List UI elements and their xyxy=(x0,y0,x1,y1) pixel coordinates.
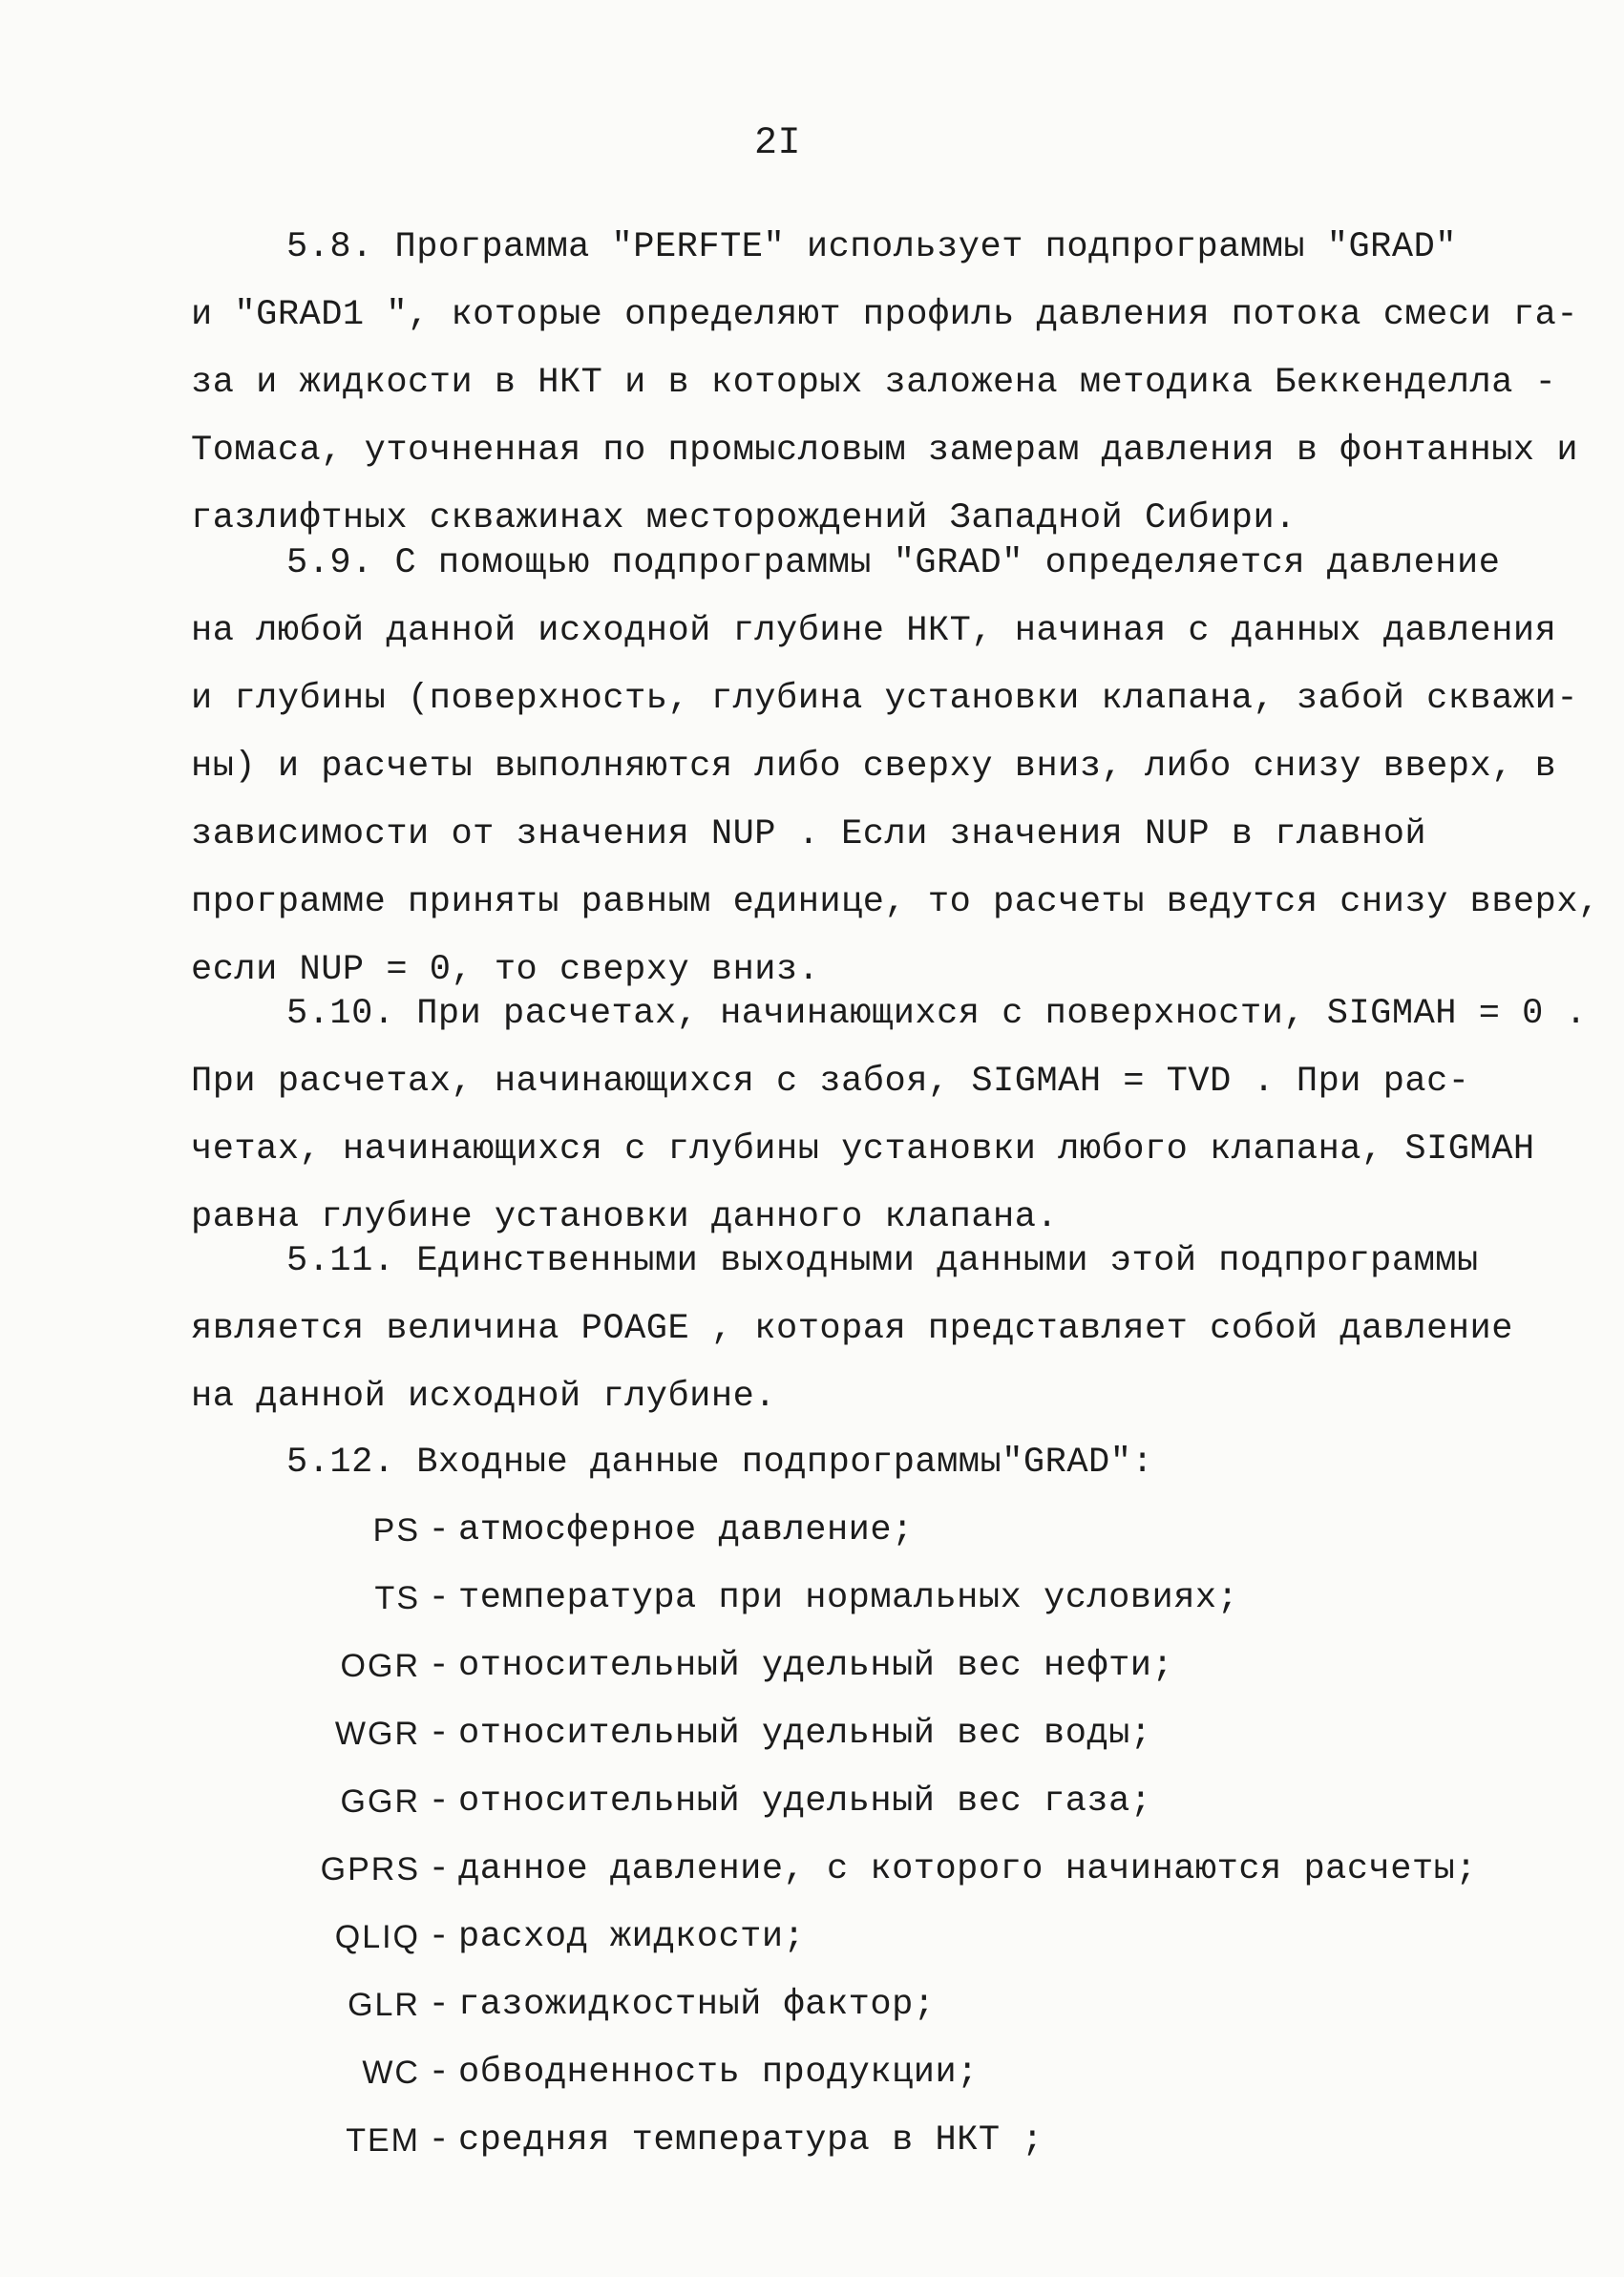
list-item xyxy=(277,2107,1477,2175)
section-5-8 xyxy=(191,214,1579,553)
section-5-9 xyxy=(191,530,1600,1004)
text-line: газлифтных скважинах месторождений Западной Сибири. xyxy=(191,498,1297,538)
variable-name: WC xyxy=(362,2055,420,2091)
dash: - xyxy=(428,1917,451,1957)
dash: - xyxy=(428,1985,451,2025)
variable-name: OGR xyxy=(340,1648,420,1684)
dash: - xyxy=(428,1849,451,1889)
text-line: равна глубине установки данного клапана. xyxy=(191,1197,1059,1237)
list-item xyxy=(277,2039,1477,2107)
text-line: 5.10. При расчетах, начинающихся с поверхности, SIGMAH = 0 . xyxy=(286,994,1588,1034)
text-line: если NUP = 0, то сверху вниз. xyxy=(191,950,820,990)
text-line: четах, начинающихся с глубины установки любого клапана, SIGMAH xyxy=(191,1129,1535,1170)
list-item xyxy=(277,1904,1477,1971)
text-line: Томаса, уточненная по промысловым замерам давления в фонтанных и xyxy=(191,431,1579,471)
text-line: 5.9. С помощью подпрограммы "GRAD" определяется давление xyxy=(286,543,1501,583)
variable-description: обводненность продукции; xyxy=(458,2053,979,2093)
list-item xyxy=(277,1633,1477,1700)
list-item xyxy=(277,1768,1477,1836)
variable-description: газожидкостный фактор; xyxy=(458,1985,936,2025)
dash: - xyxy=(428,1714,451,1754)
variable-name: PS xyxy=(372,1512,420,1549)
dash: - xyxy=(428,1782,451,1822)
text-line: и "GRAD1 ", которые определяют профиль давления потока смеси га- xyxy=(191,295,1579,335)
text-line: на любой данной исходной глубине НКТ, начиная с данных давления xyxy=(191,611,1557,651)
list-item xyxy=(277,1497,1477,1565)
section-5-12 xyxy=(191,1429,1461,1497)
variable-description: температура при нормальных условиях; xyxy=(458,1578,1239,1618)
dash: - xyxy=(428,2120,451,2161)
variable-description: средняя температура в НКТ ; xyxy=(458,2120,1044,2161)
variable-description: данное давление, с которого начинаются расчеты; xyxy=(458,1849,1478,1889)
section-5-10 xyxy=(191,980,1588,1252)
page-number: 2I xyxy=(754,122,802,165)
text-line: 5.8. Программа "PERFTE" использует подпрограммы "GRAD" xyxy=(286,227,1457,267)
text-line: является величина POAGE , которая представляет собой давление xyxy=(191,1309,1513,1349)
text-line: на данной исходной глубине. xyxy=(191,1377,776,1417)
variable-name: TEM xyxy=(346,2122,420,2159)
list-item xyxy=(277,1971,1477,2039)
input-variable-list xyxy=(277,1497,1477,2175)
list-item xyxy=(277,1565,1477,1633)
variable-description: относительный удельный вес воды; xyxy=(458,1714,1152,1754)
dash: - xyxy=(428,1510,451,1550)
text-line: за и жидкости в НКТ и в которых заложена методика Беккенделла - xyxy=(191,363,1557,403)
dash: - xyxy=(428,2053,451,2093)
text-line: зависимости от значения NUP . Если значения NUP в главной xyxy=(191,814,1427,854)
variable-name: GPRS xyxy=(320,1851,420,1887)
variable-description: расход жидкости; xyxy=(458,1917,806,1957)
section-5-11 xyxy=(191,1228,1513,1431)
variable-name: WGR xyxy=(334,1716,420,1752)
dash: - xyxy=(428,1646,451,1686)
text-line: программе приняты равным единице, то расчеты ведутся снизу вверх, xyxy=(191,882,1600,922)
text-line: 5.12. Входные данные подпрограммы"GRAD": xyxy=(286,1443,1154,1483)
dash: - xyxy=(428,1578,451,1618)
variable-description: атмосферное давление; xyxy=(458,1510,914,1550)
text-line: 5.11. Единственными выходными данными этой подпрограммы xyxy=(286,1241,1479,1281)
list-item xyxy=(277,1700,1477,1768)
variable-name: TS xyxy=(374,1580,420,1616)
variable-name: QLIQ xyxy=(334,1919,420,1955)
variable-description: относительный удельный вес нефти; xyxy=(458,1646,1174,1686)
variable-name: GLR xyxy=(348,1987,420,2023)
variable-description: относительный удельный вес газа; xyxy=(458,1782,1152,1822)
list-item xyxy=(277,1836,1477,1904)
text-line: ны) и расчеты выполняются либо сверху вниз, либо снизу вверх, в xyxy=(191,747,1557,787)
text-line: При расчетах, начинающихся с забоя, SIGMAH = TVD . При рас- xyxy=(191,1062,1470,1102)
text-line: и глубины (поверхность, глубина установки клапана, забой скважи- xyxy=(191,679,1579,719)
variable-name: GGR xyxy=(340,1783,420,1820)
